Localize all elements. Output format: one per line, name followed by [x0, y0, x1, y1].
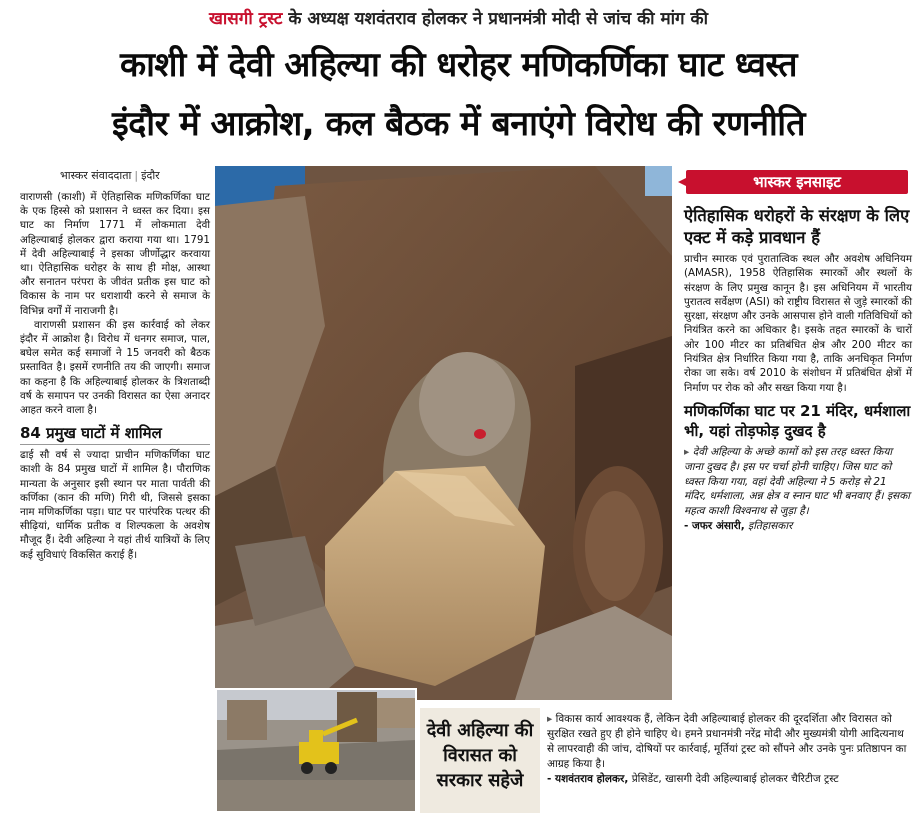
insight-quote-attribution: - जफर अंसारी,: [684, 519, 745, 532]
caption-box: देवी अहिल्या की विरासत को सरकार सहेजे: [420, 708, 540, 813]
quote-mark-icon: ▸: [684, 445, 690, 458]
insight-quote-text: देवी अहिल्या के अच्छे कामों को इस तरह ध्वस्त किया जाना दुखद है। इस पर चर्चा होनी चाहिए। जिस घाट को ध्वस्त किया गया, वहां देवी अहिल्या ने 5 करोड़ से 21 मंदिर, धर्मशाला, अन्न क्षेत्र व स्नान घाट भी बनवाए हैं। इसका महत्व काशी विश्वनाथ से जुड़ा है।: [684, 445, 911, 518]
main-photo-illustration: [215, 166, 672, 700]
kicker-highlight: खासगी ट्रस्ट: [208, 9, 283, 29]
left-column: [20, 190, 210, 562]
inset-photo-demolition-site: [215, 688, 417, 813]
kicker-line: [0, 6, 917, 29]
insight-quote-designation: इतिहासकार: [748, 519, 793, 532]
left-paragraph-3: ढाई सौ वर्ष से ज्यादा प्राचीन मणिकर्णिका घाट काशी के 84 प्रमुख घाटों में शामिल है। पौराणिक मान्यता के अनुसार इसी स्थान पर माता पार्वती की कर्णिका (कान की मणि) गिरी थी, जिससे इसका नाम मणिकर्णिका पड़ा। घाट पर पारंपरिक पत्थर की सीढ़ियां, धार्मिक प्रतीक व शिल्पकला के अवशेष मौजूद हैं। देवी अहिल्या ने यहां तीर्थ यात्रियों के लिए कई सुविधाएं विकसित कराई हैं।: [20, 449, 210, 561]
kicker-text: के अध्यक्ष यशवंतराव होलकर ने प्रधानमंत्री मोदी से जांच की मांग की: [282, 9, 708, 29]
inset-photo-illustration: [217, 690, 415, 811]
left-paragraph-1: वाराणसी (काशी) में ऐतिहासिक मणिकर्णिका घाट के एक हिस्से को प्रशासन ने ध्वस्त कर दिया। इस घाट का निर्माण 1771 में लोकमाता देवी अहिल्याबाई होलकर द्वारा कराया गया था। 1791 में देवी अहिल्याबाई ने इसका जीर्णोद्धार करवाया था। ऐतिहासिक धरोहर के साथ ही मोक्ष, आस्था और सनातन परंपरा के जीवंत प्रतीक इस घाट को विकास के नाम पर धराशायी करने से समाज के विभिन्न वर्गों में नाराजगी है।: [20, 191, 210, 317]
headline-line-1: काशी में देवी अहिल्या की धरोहर मणिकर्णिका घाट ध्वस्त: [119, 45, 797, 85]
byline-reporter: भास्कर संवाददाता: [60, 169, 132, 182]
bottom-quote-designation: प्रेसिडेंट, खासगी देवी अहिल्याबाई होलकर चैरिटीज ट्रस्ट: [631, 773, 839, 785]
right-column: [684, 205, 912, 534]
main-photo-demolished-ghat-statue: [215, 166, 672, 700]
byline-separator: |: [134, 169, 139, 182]
bottom-quote: [547, 712, 912, 787]
insight-badge: भास्कर इनसाइट: [686, 170, 908, 194]
bottom-quote-attribution: - यशवंतराव होलकर,: [547, 773, 629, 785]
insight-quote: [684, 445, 912, 534]
left-subhead: 84 प्रमुख घाटों में शामिल: [20, 423, 210, 445]
insight-heading: ऐतिहासिक धरोहरों के संरक्षण के लिए एक्ट में कड़े प्रावधान हैं: [684, 206, 910, 247]
byline: [60, 168, 160, 183]
left-paragraph-2: वाराणसी प्रशासन की इस कार्रवाई को लेकर इंदौर में आक्रोश है। विरोध में धनगर समाज, पाल, बघेल समेत कई समाजों ने 15 जनवरी को बैठक प्रस्तावित है। इसमें रणनीति तय की जाएगी। समाज का कहना है कि अहिल्याबाई होलकर के त्रिशताब्दी वर्ष के समापन पर उनकी विरासत का ऐसा अनादर आहत करने वाला है।: [20, 318, 210, 417]
insight-heading-2: मणिकर्णिका घाट पर 21 मंदिर, धर्मशाला भी, यहां तोड़फोड़ दुखद है: [684, 401, 911, 440]
bottom-quote-text: विकास कार्य आवश्यक हैं, लेकिन देवी अहिल्याबाई होलकर की दूरदर्शिता और विरासत को सुरक्षित रखते हुए ही होने चाहिए थे। हमने प्रधानमंत्री नरेंद्र मोदी और मुख्यमंत्री योगी आदित्यनाथ से लापरवाही की जांच, दोषियों पर कार्रवाई, मूर्तियां ट्रस्ट को सौंपने और उनके पुनः प्रतिष्ठापन का आग्रह किया है।: [547, 713, 907, 770]
byline-city: इंदौर: [141, 169, 160, 182]
insight-body: प्राचीन स्मारक एवं पुरातात्विक स्थल और अवशेष अधिनियम (AMASR), 1958 ऐतिहासिक स्मारकों और स्थलों के संरक्षण के लिए प्रमुख कानून है। इस अधिनियम में भारतीय पुरातत्व सर्वेक्षण (ASI) को राष्ट्रीय विरासत से जुड़े स्मारकों की सुरक्षा, संरक्षण और उनके आसपास होने वाली गतिविधियों को नियंत्रित करने का अधिकार है। इसके तहत स्मारकों के चारों ओर 100 मीटर का प्रतिबंधित क्षेत्र और 200 मीटर का नियंत्रित क्षेत्र निर्धारित किया गया है, ताकि अनधिकृत निर्माण रोका जा सके। वर्ष 2010 के संशोधन में प्रतिबंधित क्षेत्रों में निर्माण पर रोक को और सख्त किया गया है।: [684, 253, 912, 394]
quote-mark-icon: ▸: [547, 713, 553, 725]
headline-line-2: इंदौर में आक्रोश, कल बैठक में बनाएंगे विरोध की रणनीति: [112, 104, 805, 144]
